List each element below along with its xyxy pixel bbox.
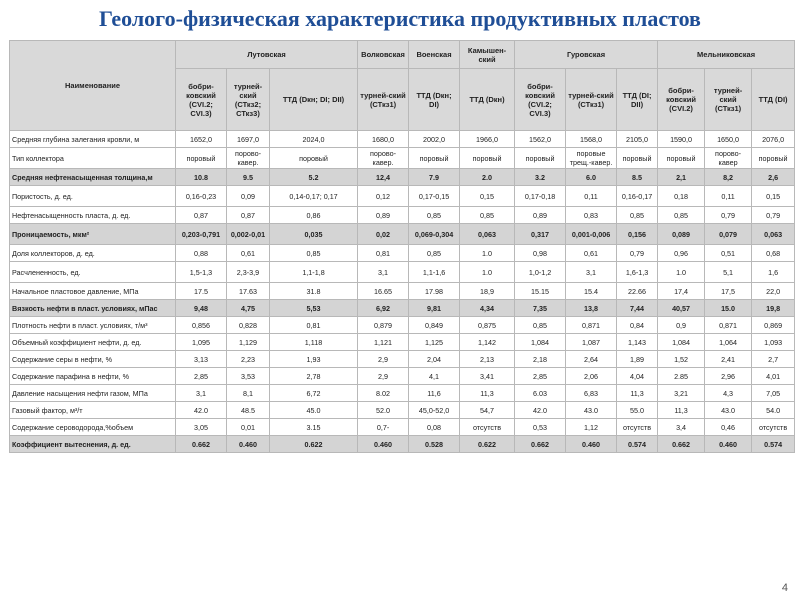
table-cell: 17.5: [176, 283, 227, 300]
table-cell: 42.0: [515, 402, 566, 419]
table-cell: 1,121: [358, 334, 409, 351]
table-cell: 0,089: [658, 224, 705, 245]
sub-header: турней-ский (СТкз1): [358, 69, 409, 131]
table-cell: 3.2: [515, 169, 566, 186]
table-cell: 6.03: [515, 385, 566, 402]
table-cell: 0,14-0,17; 0,17: [270, 186, 358, 207]
table-cell: 7.9: [409, 169, 460, 186]
table-cell: 0,063: [752, 224, 795, 245]
table-cell: 0.622: [270, 436, 358, 453]
row-label: Доля коллекторов, д. ед.: [10, 245, 176, 262]
table-row: [10, 131, 795, 148]
table-cell: 0,87: [176, 207, 227, 224]
table-cell: 6,83: [566, 385, 617, 402]
table-cell: поровый: [752, 148, 795, 169]
table-cell: 1680,0: [358, 131, 409, 148]
table-cell: 0.574: [617, 436, 658, 453]
table-cell: 8.02: [358, 385, 409, 402]
table-cell: 0,879: [358, 317, 409, 334]
table-cell: 1,129: [227, 334, 270, 351]
table-cell: 54,7: [460, 402, 515, 419]
row-label: Начальное пластовое давление, МПа: [10, 283, 176, 300]
table-row: [10, 334, 795, 351]
table-cell: 6,92: [358, 300, 409, 317]
name-header: Наименование: [10, 41, 176, 131]
reservoir-table-container: [9, 40, 794, 453]
table-cell: 3.15: [270, 419, 358, 436]
table-cell: поровый: [176, 148, 227, 169]
table-cell: 17,5: [705, 283, 752, 300]
table-cell: порово-кавер.: [358, 148, 409, 169]
table-cell: 1,064: [705, 334, 752, 351]
table-cell: 2,6: [752, 169, 795, 186]
table-cell: 22.66: [617, 283, 658, 300]
table-cell: 0,02: [358, 224, 409, 245]
table-cell: 16.65: [358, 283, 409, 300]
table-cell: 0,46: [705, 419, 752, 436]
table-cell: 0,98: [515, 245, 566, 262]
table-cell: 0,156: [617, 224, 658, 245]
table-cell: 2.85: [658, 368, 705, 385]
table-row: [10, 300, 795, 317]
table-cell: 0.662: [658, 436, 705, 453]
table-cell: 0,01: [227, 419, 270, 436]
table-cell: 1,93: [270, 351, 358, 368]
table-cell: 1.0: [460, 262, 515, 283]
table-cell: 42.0: [176, 402, 227, 419]
page-title: Геолого-физическая характеристика продуктивных пластов: [99, 6, 701, 31]
table-cell: 1,087: [566, 334, 617, 351]
table-row: [10, 148, 795, 169]
table-cell: 0,85: [460, 207, 515, 224]
table-cell: 8.5: [617, 169, 658, 186]
sub-header: турней-ский (СТкз1): [705, 69, 752, 131]
row-label: Пористость, д. ед.: [10, 186, 176, 207]
table-cell: 1568,0: [566, 131, 617, 148]
table-cell: 9,48: [176, 300, 227, 317]
table-cell: 0,84: [617, 317, 658, 334]
table-cell: 0,08: [409, 419, 460, 436]
table-cell: 43.0: [705, 402, 752, 419]
group-header: Лутовская: [176, 41, 358, 69]
table-cell: 0.662: [176, 436, 227, 453]
table-cell: 17.63: [227, 283, 270, 300]
table-row: [10, 224, 795, 245]
table-cell: 0,96: [658, 245, 705, 262]
table-cell: 6,72: [270, 385, 358, 402]
table-cell: 0,871: [566, 317, 617, 334]
row-label: Вязкость нефти в пласт. условиях, мПас: [10, 300, 176, 317]
table-row: [10, 186, 795, 207]
table-cell: 1,1-1,6: [409, 262, 460, 283]
table-cell: 52.0: [358, 402, 409, 419]
table-cell: 5,53: [270, 300, 358, 317]
table-cell: 1697,0: [227, 131, 270, 148]
table-cell: 0,9: [658, 317, 705, 334]
table-cell: 0,85: [617, 207, 658, 224]
table-cell: поровые трещ.-кавер.: [566, 148, 617, 169]
sub-header: бобри-ковский (CVI.2; CVI.3): [176, 69, 227, 131]
table-cell: 12,4: [358, 169, 409, 186]
table-cell: 0,79: [752, 207, 795, 224]
table-cell: 1,125: [409, 334, 460, 351]
table-cell: 3,41: [460, 368, 515, 385]
page-number: 4: [781, 582, 788, 594]
row-label: Содержание сероводорода,%объем: [10, 419, 176, 436]
table-cell: порово-кавер: [705, 148, 752, 169]
table-cell: 8,2: [705, 169, 752, 186]
table-row: [10, 283, 795, 300]
table-cell: 2,1: [658, 169, 705, 186]
table-cell: 4,3: [705, 385, 752, 402]
table-cell: 1,095: [176, 334, 227, 351]
table-cell: 0,89: [358, 207, 409, 224]
table-cell: 0.460: [705, 436, 752, 453]
group-header: Мельниковская: [658, 41, 795, 69]
sub-header: ТТД (DI): [752, 69, 795, 131]
table-row: [10, 368, 795, 385]
table-cell: 2,64: [566, 351, 617, 368]
table-cell: 19,8: [752, 300, 795, 317]
table-cell: 3,13: [176, 351, 227, 368]
table-cell: 1,6: [752, 262, 795, 283]
table-cell: 2,7: [752, 351, 795, 368]
table-cell: 0,869: [752, 317, 795, 334]
table-cell: 3,21: [658, 385, 705, 402]
table-cell: 45,0-52,0: [409, 402, 460, 419]
table-cell: 4,75: [227, 300, 270, 317]
row-label: Содержание серы в нефти, %: [10, 351, 176, 368]
table-cell: 0,001-0,006: [566, 224, 617, 245]
table-cell: 0,51: [705, 245, 752, 262]
table-cell: 0.460: [358, 436, 409, 453]
row-label: Проницаемость, мкм²: [10, 224, 176, 245]
table-cell: 7,35: [515, 300, 566, 317]
table-cell: 3,1: [176, 385, 227, 402]
table-cell: 0.528: [409, 436, 460, 453]
table-cell: 9,81: [409, 300, 460, 317]
row-label: Объемный коэффициент нефти, д. ед.: [10, 334, 176, 351]
table-cell: 1,143: [617, 334, 658, 351]
table-cell: 3,05: [176, 419, 227, 436]
table-cell: 13,8: [566, 300, 617, 317]
table-cell: 0,85: [409, 245, 460, 262]
table-row: [10, 436, 795, 453]
table-cell: 11,3: [460, 385, 515, 402]
table-cell: 0,81: [358, 245, 409, 262]
table-cell: поровый: [515, 148, 566, 169]
table-cell: 1.0: [658, 262, 705, 283]
table-cell: поровый: [270, 148, 358, 169]
table-cell: 1,12: [566, 419, 617, 436]
table-cell: 11,3: [617, 385, 658, 402]
table-cell: 0,828: [227, 317, 270, 334]
table-cell: 0,86: [270, 207, 358, 224]
table-cell: отсутств: [617, 419, 658, 436]
table-cell: 0,069-0,304: [409, 224, 460, 245]
table-cell: 2002,0: [409, 131, 460, 148]
table-cell: 17,4: [658, 283, 705, 300]
row-label: Газовый фактор, м³/т: [10, 402, 176, 419]
table-cell: 22,0: [752, 283, 795, 300]
table-cell: поровый: [460, 148, 515, 169]
row-label: Нефтенасыщенность пласта, д. ед.: [10, 207, 176, 224]
table-cell: 2,04: [409, 351, 460, 368]
row-label: Давление насыщения нефти газом, МПа: [10, 385, 176, 402]
table-cell: 0,79: [617, 245, 658, 262]
table-cell: 0.574: [752, 436, 795, 453]
table-cell: 55.0: [617, 402, 658, 419]
table-cell: 15.4: [566, 283, 617, 300]
table-cell: 4,34: [460, 300, 515, 317]
table-cell: 0,875: [460, 317, 515, 334]
table-cell: отсутств: [460, 419, 515, 436]
row-label: Расчлененность, ед.: [10, 262, 176, 283]
table-row: [10, 402, 795, 419]
table-cell: 2,9: [358, 368, 409, 385]
row-label: Коэффициент вытеснения, д. ед.: [10, 436, 176, 453]
table-cell: 1,89: [617, 351, 658, 368]
table-cell: 1,118: [270, 334, 358, 351]
table-cell: 8,1: [227, 385, 270, 402]
table-cell: 10.8: [176, 169, 227, 186]
table-cell: 11,6: [409, 385, 460, 402]
table-cell: 0,11: [705, 186, 752, 207]
table-cell: 4,01: [752, 368, 795, 385]
table-cell: 0,16-0,23: [176, 186, 227, 207]
table-cell: 2,3-3,9: [227, 262, 270, 283]
table-cell: 2,78: [270, 368, 358, 385]
table-cell: 0,88: [176, 245, 227, 262]
table-cell: 1,52: [658, 351, 705, 368]
table-cell: 1652,0: [176, 131, 227, 148]
row-label: Плотность нефти в пласт. условиях, т/м³: [10, 317, 176, 334]
table-cell: 0,849: [409, 317, 460, 334]
table-cell: 2,85: [515, 368, 566, 385]
table-cell: 54.0: [752, 402, 795, 419]
sub-header: ТТД (Dкн; DI): [409, 69, 460, 131]
table-cell: 2024,0: [270, 131, 358, 148]
table-cell: 7,05: [752, 385, 795, 402]
row-label: Содержание парафина в нефти, %: [10, 368, 176, 385]
table-cell: 0.622: [460, 436, 515, 453]
table-cell: 45.0: [270, 402, 358, 419]
sub-header: ТТД (Dкн): [460, 69, 515, 131]
table-cell: 0,83: [566, 207, 617, 224]
table-cell: 0.662: [515, 436, 566, 453]
table-cell: 40,57: [658, 300, 705, 317]
table-cell: 0.460: [227, 436, 270, 453]
table-cell: 0,18: [658, 186, 705, 207]
table-cell: 17.98: [409, 283, 460, 300]
row-label: Тип коллектора: [10, 148, 176, 169]
table-cell: 1562,0: [515, 131, 566, 148]
table-cell: 2.0: [460, 169, 515, 186]
table-cell: 4,1: [409, 368, 460, 385]
table-cell: 0,15: [752, 186, 795, 207]
table-cell: 1,6-1,3: [617, 262, 658, 283]
group-header: Гуровская: [515, 41, 658, 69]
table-cell: 3,53: [227, 368, 270, 385]
table-cell: 2,41: [705, 351, 752, 368]
table-cell: 1,0-1,2: [515, 262, 566, 283]
table-cell: 2,96: [705, 368, 752, 385]
table-cell: 2,18: [515, 351, 566, 368]
table-cell: 0,53: [515, 419, 566, 436]
table-row: [10, 385, 795, 402]
table-cell: 2,9: [358, 351, 409, 368]
table-cell: 2,06: [566, 368, 617, 385]
table-cell: 0,89: [515, 207, 566, 224]
table-cell: 1,5-1,3: [176, 262, 227, 283]
table-cell: 1590,0: [658, 131, 705, 148]
table-cell: 15.0: [705, 300, 752, 317]
table-cell: 0,063: [460, 224, 515, 245]
table-cell: 0.460: [566, 436, 617, 453]
table-cell: 0,79: [705, 207, 752, 224]
sub-header: турней-ский (СТкз1): [566, 69, 617, 131]
reservoir-table: [9, 40, 795, 453]
table-cell: 0,61: [227, 245, 270, 262]
table-cell: 3,1: [566, 262, 617, 283]
table-cell: поровый: [409, 148, 460, 169]
table-cell: 1,1-1,8: [270, 262, 358, 283]
table-row: [10, 351, 795, 368]
table-cell: 2105,0: [617, 131, 658, 148]
table-cell: 2,23: [227, 351, 270, 368]
table-cell: 0,035: [270, 224, 358, 245]
table-body: [10, 131, 795, 453]
sub-header: турней-ский (СТкз2; СТкз3): [227, 69, 270, 131]
table-row: [10, 245, 795, 262]
table-cell: 6.0: [566, 169, 617, 186]
table-cell: 0,85: [658, 207, 705, 224]
table-cell: 0,317: [515, 224, 566, 245]
table-cell: 0,81: [270, 317, 358, 334]
table-cell: 1,084: [515, 334, 566, 351]
table-cell: 0,17-0,15: [409, 186, 460, 207]
sub-header: ТТД (Dкн; DI; DII): [270, 69, 358, 131]
table-cell: 15.15: [515, 283, 566, 300]
table-cell: поровый: [658, 148, 705, 169]
table-cell: 3,1: [358, 262, 409, 283]
sub-header: бобри-ковский (CVI.2): [658, 69, 705, 131]
table-cell: 0,871: [705, 317, 752, 334]
table-cell: 2,85: [176, 368, 227, 385]
table-cell: 0,15: [460, 186, 515, 207]
table-cell: поровый: [617, 148, 658, 169]
table-cell: 0,85: [515, 317, 566, 334]
table-cell: 2076,0: [752, 131, 795, 148]
table-cell: 0,17-0,18: [515, 186, 566, 207]
group-header: Военская: [409, 41, 460, 69]
table-cell: 0,856: [176, 317, 227, 334]
table-row: [10, 317, 795, 334]
table-row: [10, 169, 795, 186]
table-cell: 1966,0: [460, 131, 515, 148]
table-cell: 0,11: [566, 186, 617, 207]
table-cell: 7,44: [617, 300, 658, 317]
table-cell: 9.5: [227, 169, 270, 186]
group-header: Волковская: [358, 41, 409, 69]
table-cell: 2,13: [460, 351, 515, 368]
table-cell: порово-кавер.: [227, 148, 270, 169]
group-header: Камышен-ский: [460, 41, 515, 69]
table-row: [10, 419, 795, 436]
row-label: Средняя нефтенасыщенная толщина,м: [10, 169, 176, 186]
table-cell: 48.5: [227, 402, 270, 419]
table-cell: 0,61: [566, 245, 617, 262]
sub-header: ТТД (DI; DII): [617, 69, 658, 131]
table-cell: 0,85: [270, 245, 358, 262]
table-cell: 5.2: [270, 169, 358, 186]
table-cell: 0,16-0,17: [617, 186, 658, 207]
table-cell: 0,09: [227, 186, 270, 207]
table-cell: 18,9: [460, 283, 515, 300]
table-cell: 1,093: [752, 334, 795, 351]
table-cell: 0,203-0,791: [176, 224, 227, 245]
table-cell: 1,084: [658, 334, 705, 351]
table-cell: 31.8: [270, 283, 358, 300]
table-cell: 0,079: [705, 224, 752, 245]
sub-header: бобри-ковский (CVI.2; CVI.3): [515, 69, 566, 131]
table-cell: 0,7-: [358, 419, 409, 436]
table-cell: отсутств: [752, 419, 795, 436]
table-cell: 0,002-0,01: [227, 224, 270, 245]
table-cell: 11,3: [658, 402, 705, 419]
table-row: [10, 207, 795, 224]
table-cell: 3,4: [658, 419, 705, 436]
table-cell: 5,1: [705, 262, 752, 283]
table-cell: 1,142: [460, 334, 515, 351]
table-row: [10, 262, 795, 283]
table-cell: 0,12: [358, 186, 409, 207]
table-cell: 0,68: [752, 245, 795, 262]
table-cell: 4,04: [617, 368, 658, 385]
table-cell: 43.0: [566, 402, 617, 419]
table-cell: 1.0: [460, 245, 515, 262]
table-cell: 0,87: [227, 207, 270, 224]
table-cell: 0,85: [409, 207, 460, 224]
table-cell: 1650,0: [705, 131, 752, 148]
row-label: Средняя глубина залегания кровли, м: [10, 131, 176, 148]
